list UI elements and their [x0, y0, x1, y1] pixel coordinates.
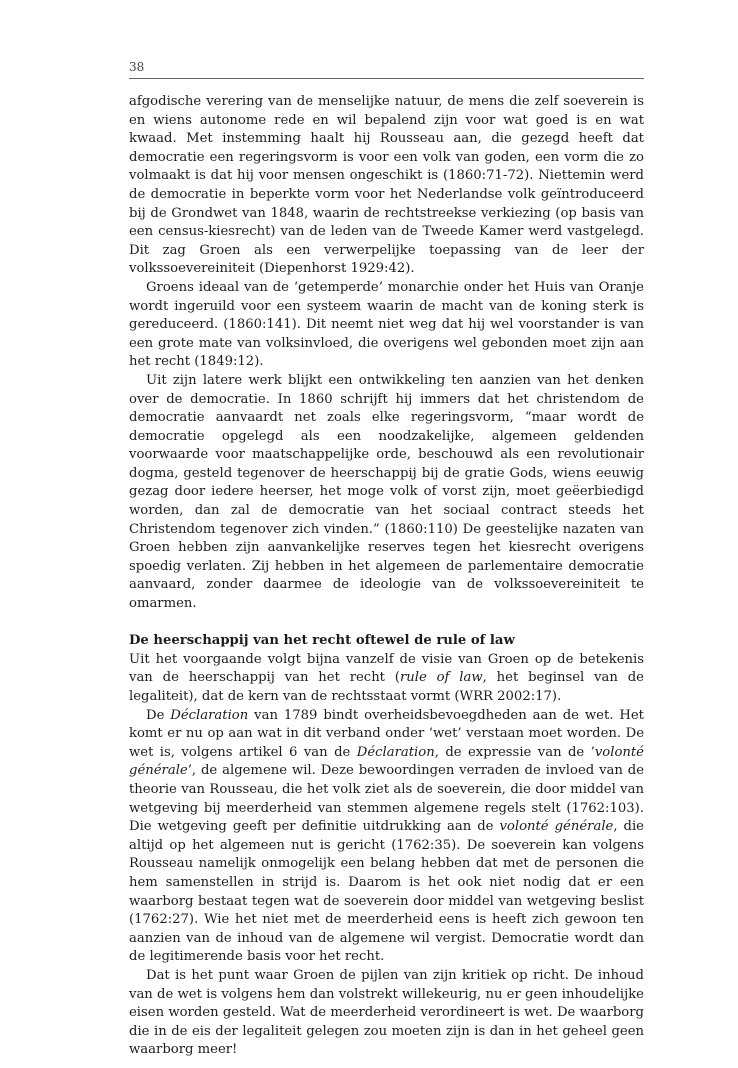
paragraph: afgodische verering van de menselijke natuur, de mens die zelf soeverein is en wiens autonome rede en wil bepalend zijn voor wat goed is en wat kwaad. Met instemming haalt hij Rousseau aan, die gezegd heeft dat democratie een regeringsvorm is voor een volk van goden, een vorm die zo volmaakt is dat hij voor mensen ongeschikt is (1860:71-72). Niettemin werd de democratie in beperkte vorm voor het Nederlandse volk geïntroduceerd bij de Grondwet van 1848, waarin de rechtstreekse verkiezing (op basis van een census-kiesrecht) van de leden van de Tweede Kamer werd vastgelegd. Dit zag Groen als een verwerpelijke toepassing van de leer der volkssoevereiniteit (Diepenhorst 1929:42). [129, 94, 644, 277]
italic-term: volonté générale [499, 819, 614, 835]
paragraph: Dat is het punt waar Groen de pijlen van zijn kritiek op richt. De inhoud van de wet is volgens hem dan volstrekt willekeurig, nu er geen inhoudelijke eisen worden gesteld. Wat de meerderheid verordineert is wet. De waarborg die in de eis der legaliteit gelegen zou moeten zijn is dan in het geheel geen waarborg meer! [129, 967, 644, 1058]
body-text [129, 93, 644, 1060]
section-gap [129, 614, 644, 633]
paragraph: Uit zijn latere werk blijkt een ontwikkeling ten aanzien van het denken over de democratie. In 1860 schrijft hij immers dat het christendom de democratie aanvaardt net zoals elke regeringsvorm, “maar wordt de democratie opgelegd als een noodzakelijke, algemeen geldenden voorwaarde voor maatschappelijke orde, beschouwd als een revolutionair dogma, gesteld tegenover de heerschappij bij de gratie Gods, wiens eeuwig gezag door iedere heerser, het moge volk of vorst zijn, moet geëerbiedigd worden, dan zal de democratie van het sociaal contract steeds het Christendom tegenover zich vinden.” (1860:110) De geestelijke nazaten van Groen hebben zijn aanvankelijke reserves tegen het kiesrecht overigens spoedig verlaten. Zij hebben in het algemeen de parlementaire democratie aanvaard, zonder daarmee de ideologie van de volkssoevereiniteit te omarmen. [129, 372, 644, 612]
text-run: ’, de algemene wil. Deze bewoordingen verraden de invloed van de theorie van Rousseau, die het volk ziet als de soeverein, die door middel van wetgeving bij meerderheid van stemmen algemene regels stelt (1762:103). Die wetgeving geeft per definitie uitdrukking aan de [129, 763, 644, 835]
page [129, 58, 644, 1060]
text-run: De [146, 707, 171, 723]
paragraph [129, 707, 644, 967]
page-number: 38 [129, 60, 145, 74]
text-run: , de expressie van de ’ [434, 744, 595, 760]
italic-term: Déclaration [356, 744, 435, 760]
text-run: , het beginsel van de legaliteit), dat de kern van de rechtsstaat vormt (WRR 2002:17). [129, 670, 644, 704]
text-run: van 1789 bindt overheidsbevoegdheden aan de wet. Het komt er nu op aan wat in dit verband onder ‘wet’ verstaan moet worden. De wet is, volgens artikel 6 van de [129, 707, 644, 760]
section-heading: De heerschappij van het recht oftewel de rule of law [129, 633, 515, 649]
paragraph: Groens ideaal van de ‘getemperde’ monarchie onder het Huis van Oranje wordt ingeruild voor een systeem waarin de macht van de koning sterk is gereduceerd. (1860:141). Dit neemt niet weg dat hij wel voorstander is van een grote mate van volksinvloed, die overigens wel gebonden moet zijn aan het recht (1849:12). [129, 279, 644, 370]
italic-term: volonté générale [129, 744, 644, 779]
text-run: Uit het voorgaande volgt bijna vanzelf de visie van Groen op de betekenis van de heerschappij van het recht ( [129, 651, 644, 686]
paragraph [129, 651, 644, 707]
italic-term: rule of law [399, 670, 483, 686]
text-run: , die altijd op het algemeen nut is gericht (1762:35). De soeverein kan volgens Rousseau namelijk onmogelijk een belang hebben dat met de personen die hem samenstellen in strijd is. Daarom is het ook niet nodig dat er een waarborg bestaat tegen wat de soeverein door middel van wetgeving beslist (1762:27). Wie het niet met de meerderheid eens is heeft zich gewoon ten aanzien van de inhoud van de algemene wil vergist. Democratie wordt dan de legitimerende basis voor het recht. [129, 819, 644, 965]
italic-term: Déclaration [170, 707, 249, 723]
header-rule [129, 78, 644, 79]
